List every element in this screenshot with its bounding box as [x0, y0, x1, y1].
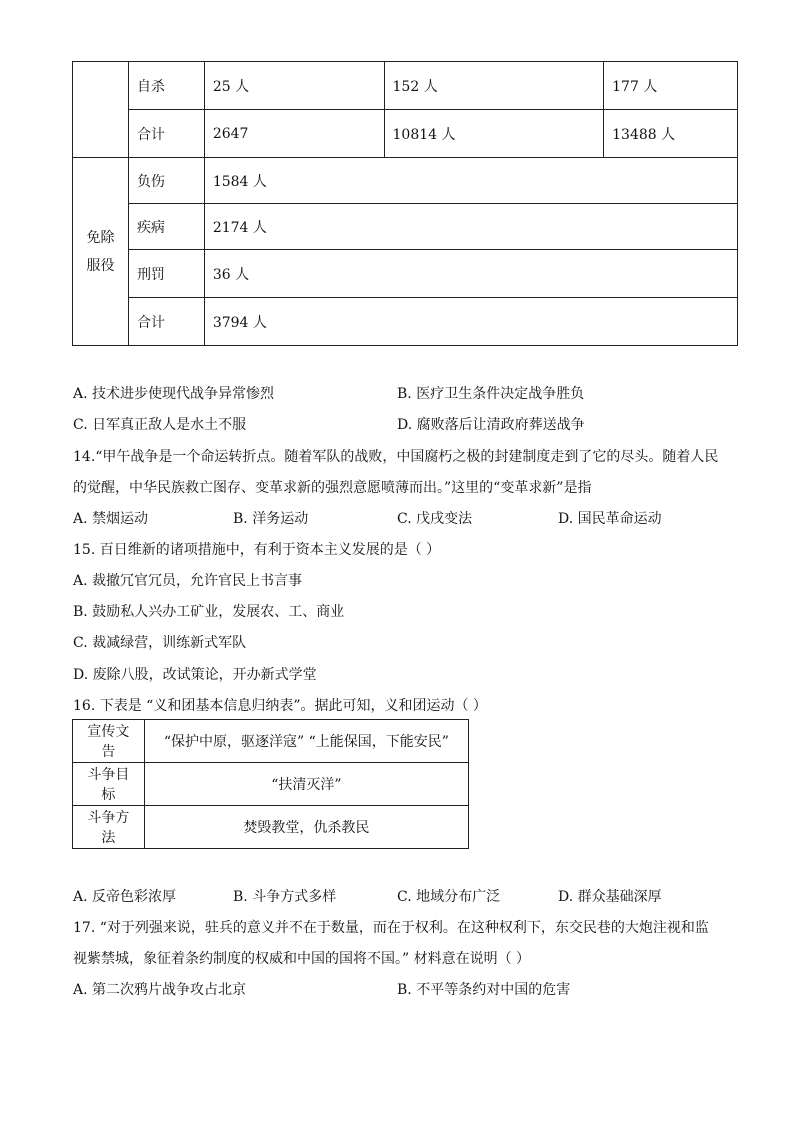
table-row — [73, 158, 738, 204]
q15-option-d: D. 废除八股，改试策论，开办新式学堂 — [73, 667, 317, 683]
row-value: “扶清灭洋” — [144, 763, 468, 806]
q16-stem: 16. 下表是 “义和团基本信息归纳表”。据此可知，义和团运动（ ） — [73, 698, 487, 714]
row-item: 疾病 — [128, 204, 204, 250]
cell-value: 152 人 — [384, 62, 604, 110]
q13-option-d: D. 腐败落后让清政府葬送战争 — [397, 417, 585, 433]
cell-value: 2647 — [204, 110, 384, 158]
q15-option-c: C. 裁减绿营，训练新式军队 — [73, 635, 247, 651]
exempt-group-cell — [73, 158, 129, 346]
cell-value: 3794 人 — [204, 298, 737, 346]
table-row — [73, 806, 469, 849]
q16-option-d: D. 群众基础深厚 — [558, 889, 662, 905]
group-cell-empty — [73, 62, 129, 158]
q14-stem-line2: 的觉醒，中华民族救亡图存、变革求新的强烈意愿喷薄而出。”这里的“变革求新”是指 — [73, 480, 592, 496]
q16-option-c: C. 地域分布广泛 — [397, 889, 501, 905]
table-row — [73, 250, 738, 298]
row-item: 负伤 — [128, 158, 204, 204]
row-value: “保护中原，驱逐洋寇” “上能保国，下能安民” — [144, 720, 468, 763]
table-row — [73, 204, 738, 250]
q17-option-b: B. 不平等条约对中国的危害 — [397, 982, 571, 998]
boxer-info-table — [72, 719, 469, 849]
table-row — [73, 720, 469, 763]
q15-stem: 15. 百日维新的诸项措施中，有利于资本主义发展的是（ ） — [73, 542, 441, 558]
q13-option-b: B. 医疗卫生条件决定战争胜负 — [397, 386, 585, 402]
q14-stem-line1: 14.“甲午战争是一个命运转折点。随着军队的战败，中国腐朽之极的封建制度走到了它的尽头。随着人民 — [73, 449, 719, 465]
cell-value: 13488 人 — [604, 110, 738, 158]
q13-option-c: C. 日军真正敌人是水土不服 — [73, 417, 247, 433]
q15-option-b: B. 鼓励私人兴办工矿业，发展农、工、商业 — [73, 604, 345, 620]
q13-option-a: A. 技术进步使现代战争异常惨烈 — [73, 386, 275, 402]
table-row — [73, 110, 738, 158]
row-value: 焚毁教堂，仇杀教民 — [144, 806, 468, 849]
cell-value: 177 人 — [604, 62, 738, 110]
q16-option-a: A. 反帝色彩浓厚 — [73, 889, 177, 905]
q15-option-a: A. 裁撤冗官冗员，允许官民上书言事 — [73, 573, 303, 589]
q16-option-b: B. 斗争方式多样 — [233, 889, 337, 905]
row-label: 斗争方法 — [73, 806, 145, 849]
row-item: 刑罚 — [128, 250, 204, 298]
cell-value: 36 人 — [204, 250, 737, 298]
cell-value: 2174 人 — [204, 204, 737, 250]
q17-stem-line2: 视紫禁城，象征着条约制度的权威和中国的国将不国。” 材料意在说明（ ） — [73, 951, 531, 967]
q17-option-a: A. 第二次鸦片战争攻占北京 — [73, 982, 247, 998]
group-label: 免除 — [86, 229, 115, 246]
q14-option-a: A. 禁烟运动 — [73, 511, 149, 527]
table-row — [73, 62, 738, 110]
group-label: 服役 — [86, 257, 115, 274]
q17-stem-line1: 17. “对于列强来说，驻兵的意义并不在于数量，而在于权利。在这种权利下，东交民巷的大炮注视和监 — [73, 920, 709, 936]
row-item: 自杀 — [128, 62, 204, 110]
row-item: 合计 — [128, 298, 204, 346]
table-row — [73, 763, 469, 806]
cell-value: 1584 人 — [204, 158, 737, 204]
row-label: 宣传文告 — [73, 720, 145, 763]
casualty-table — [72, 61, 738, 346]
q14-option-d: D. 国民革命运动 — [558, 511, 662, 527]
q14-option-c: C. 戊戌变法 — [397, 511, 473, 527]
row-label: 斗争目标 — [73, 763, 145, 806]
cell-value: 10814 人 — [384, 110, 604, 158]
cell-value: 25 人 — [204, 62, 384, 110]
table-row — [73, 298, 738, 346]
row-item: 合计 — [128, 110, 204, 158]
q14-option-b: B. 洋务运动 — [233, 511, 309, 527]
